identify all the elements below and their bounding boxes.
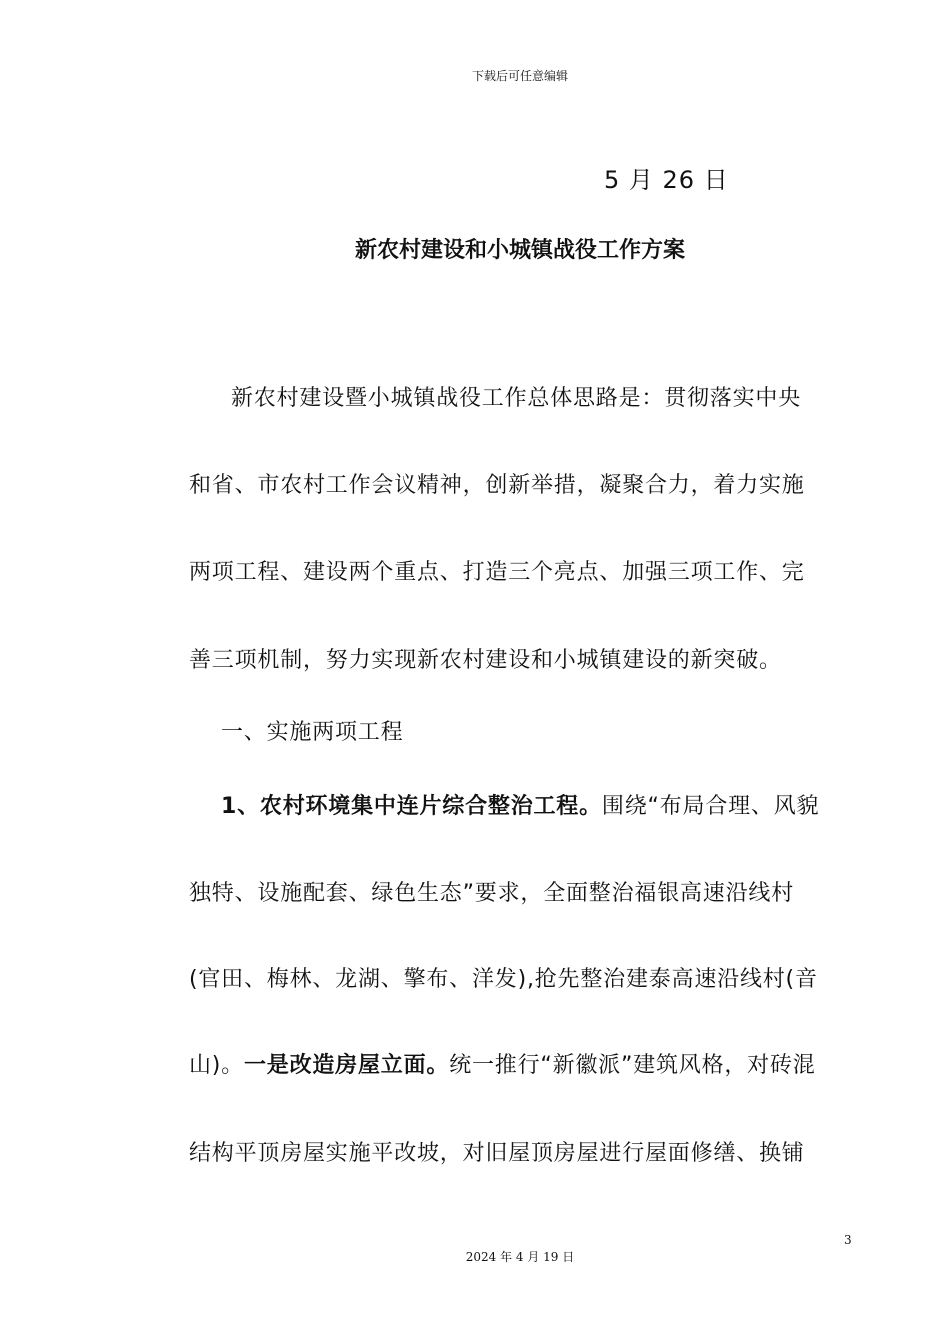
- item-text: 山)。: [189, 1053, 244, 1078]
- page-number: 3: [844, 1233, 852, 1247]
- document-date: 5 月 26 日: [604, 166, 729, 194]
- paragraph-line: 和省、市农村工作会议精神，创新举措，凝聚合力，着力实施: [189, 473, 805, 498]
- paragraph-line: 善三项机制，努力实现新农村建设和小城镇建设的新突破。: [189, 648, 782, 673]
- document-title: 新农村建设和小城镇战役工作方案: [354, 238, 685, 263]
- page-footer: 2024 年 4 月 19 日: [465, 1250, 575, 1264]
- page-header: 下载后可任意编辑: [471, 69, 568, 83]
- item-line: [189, 1048, 816, 1079]
- section-heading: 一、实施两项工程: [221, 720, 404, 745]
- item-line: 独特、设施配套、绿色生态”要求，全面整治福银高速沿线村: [189, 881, 794, 906]
- item-bold-subtitle: 一是改造房屋立面。: [243, 1053, 450, 1078]
- item-line: (官田、梅林、龙湖、擎布、洋发),抢先整治建泰高速沿线村(音: [189, 967, 818, 992]
- item-text: 统一推行“新徽派”建筑风格，对砖混: [449, 1053, 816, 1078]
- paragraph-line: 新农村建设暨小城镇战役工作总体思路是：贯彻落实中央: [231, 386, 802, 411]
- item-text: 围绕“布局合理、风貌: [601, 794, 820, 819]
- item-bold-title: 1、农村环境集中连片综合整治工程。: [221, 794, 602, 819]
- item-line: [221, 789, 819, 820]
- paragraph-line: 两项工程、建设两个重点、打造三个亮点、加强三项工作、完: [189, 560, 805, 585]
- item-line: 结构平顶房屋实施平改坡，对旧屋顶房屋进行屋面修缮、换铺: [189, 1141, 805, 1166]
